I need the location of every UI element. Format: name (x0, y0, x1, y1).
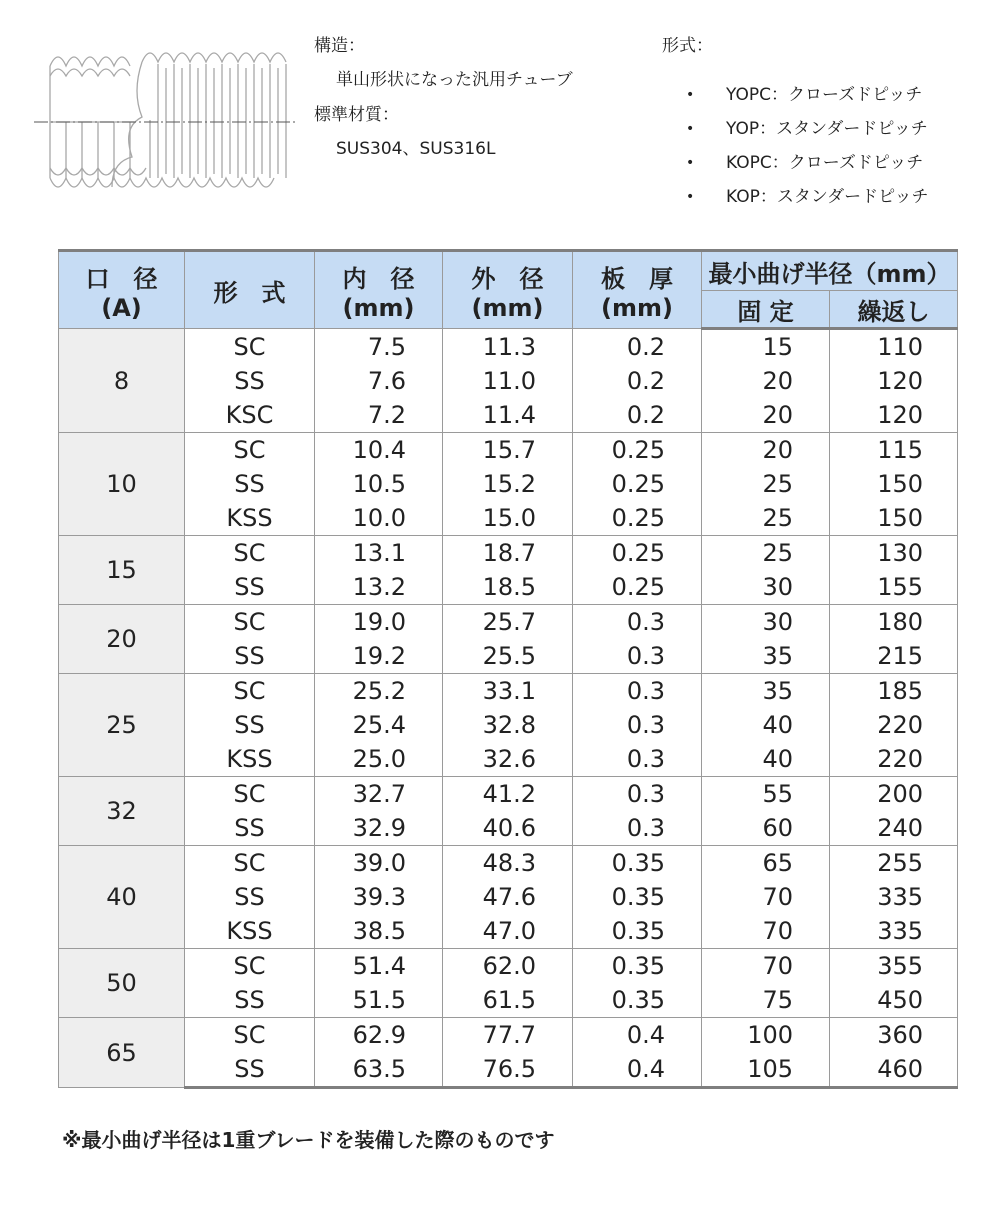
table-cell: 0.3 (573, 674, 702, 709)
table-cell: 0.35 (573, 949, 702, 984)
table-cell: 0.25 (573, 433, 702, 468)
header-size-label: 口 径 (85, 264, 158, 293)
type-info (662, 36, 929, 214)
table-cell: 215 (830, 639, 958, 674)
table-row (59, 501, 958, 536)
table-cell: 0.3 (573, 605, 702, 640)
table-cell: 40 (702, 708, 830, 742)
table-cell: 25.2 (315, 674, 443, 709)
header-size (59, 251, 185, 329)
table-cell: 0.35 (573, 880, 702, 914)
table-cell: 0.35 (573, 846, 702, 881)
header-size-unit: (A) (101, 293, 142, 322)
table-cell: 77.7 (443, 1018, 573, 1053)
table-cell: 360 (830, 1018, 958, 1053)
type-item: • KOPC：クローズドピッチ (662, 146, 929, 180)
spec-table (58, 249, 958, 1089)
table-cell: 0.3 (573, 811, 702, 846)
table-cell: 70 (702, 914, 830, 949)
table-cell: 185 (830, 674, 958, 709)
header-thickness-unit: (mm) (601, 293, 673, 322)
table-cell: SS (185, 639, 315, 674)
table-cell: 240 (830, 811, 958, 846)
table-cell: SS (185, 570, 315, 605)
size-cell: 15 (59, 536, 185, 605)
table-cell: 100 (702, 1018, 830, 1053)
table-cell: 11.3 (443, 329, 573, 365)
table-cell: 65 (702, 846, 830, 881)
table-cell: 7.2 (315, 398, 443, 433)
table-row (59, 949, 958, 984)
table-cell: 255 (830, 846, 958, 881)
size-cell: 50 (59, 949, 185, 1018)
table-row (59, 536, 958, 571)
material-label: 標準材質： (314, 104, 399, 125)
size-cell: 8 (59, 329, 185, 433)
footnote: ※最小曲げ半径は1重ブレードを装備した際のものです (62, 1128, 555, 1152)
table-cell: 18.5 (443, 570, 573, 605)
table-cell: SS (185, 364, 315, 398)
table-cell: 150 (830, 501, 958, 536)
table-cell: 0.35 (573, 983, 702, 1018)
table-cell: 48.3 (443, 846, 573, 881)
type-item: • YOP：スタンダードピッチ (662, 112, 929, 146)
table-cell: 51.4 (315, 949, 443, 984)
header-inner (315, 251, 443, 329)
table-cell: 0.2 (573, 329, 702, 365)
table-cell: 0.4 (573, 1052, 702, 1088)
table-cell: SC (185, 777, 315, 812)
table-cell: SC (185, 433, 315, 468)
table-cell: 0.4 (573, 1018, 702, 1053)
table-cell: KSS (185, 914, 315, 949)
table-cell: 110 (830, 329, 958, 365)
table-cell: 200 (830, 777, 958, 812)
table-cell: 25.5 (443, 639, 573, 674)
table-cell: 460 (830, 1052, 958, 1088)
table-cell: 32.8 (443, 708, 573, 742)
type-item: • YOPC：クローズドピッチ (662, 78, 929, 112)
table-cell: 62.0 (443, 949, 573, 984)
table-cell: 335 (830, 880, 958, 914)
header-thickness-label: 板 厚 (601, 264, 673, 293)
table-row (59, 1018, 958, 1053)
table-cell: 32.7 (315, 777, 443, 812)
table-cell: 10.5 (315, 467, 443, 501)
table-row (59, 880, 958, 914)
header-repeat: 繰返し (830, 291, 958, 329)
table-cell: 25 (702, 467, 830, 501)
table-cell: 0.25 (573, 467, 702, 501)
table-row (59, 742, 958, 777)
table-cell: KSS (185, 742, 315, 777)
table-row (59, 846, 958, 881)
table-cell: 55 (702, 777, 830, 812)
table-cell: 40.6 (443, 811, 573, 846)
table-cell: 220 (830, 708, 958, 742)
spec-table-body (59, 329, 958, 1088)
header-fixed: 固 定 (702, 291, 830, 329)
table-cell: 62.9 (315, 1018, 443, 1053)
table-cell: SC (185, 536, 315, 571)
table-cell: 38.5 (315, 914, 443, 949)
table-cell: 13.2 (315, 570, 443, 605)
table-row (59, 570, 958, 605)
size-cell: 25 (59, 674, 185, 777)
table-cell: 47.0 (443, 914, 573, 949)
table-cell: SC (185, 674, 315, 709)
table-cell: 25 (702, 536, 830, 571)
table-cell: 0.35 (573, 914, 702, 949)
table-cell: 39.0 (315, 846, 443, 881)
table-cell: 25.7 (443, 605, 573, 640)
table-cell: 18.7 (443, 536, 573, 571)
type-label: 形式： (662, 36, 713, 56)
table-cell: 450 (830, 983, 958, 1018)
table-cell: 115 (830, 433, 958, 468)
structure-value: 単山形状になった汎用チューブ (336, 70, 573, 91)
table-cell: 33.1 (443, 674, 573, 709)
size-cell: 20 (59, 605, 185, 674)
table-cell: 61.5 (443, 983, 573, 1018)
table-row (59, 983, 958, 1018)
table-cell: 15.2 (443, 467, 573, 501)
table-cell: 20 (702, 364, 830, 398)
table-cell: SS (185, 983, 315, 1018)
table-cell: 105 (702, 1052, 830, 1088)
table-cell: 25.4 (315, 708, 443, 742)
table-row (59, 777, 958, 812)
table-row (59, 1052, 958, 1088)
header-type: 形 式 (185, 251, 315, 329)
table-cell: 0.25 (573, 570, 702, 605)
table-cell: 39.3 (315, 880, 443, 914)
table-cell: 32.9 (315, 811, 443, 846)
header-outer-unit: (mm) (471, 293, 544, 322)
table-cell: 30 (702, 570, 830, 605)
table-cell: KSS (185, 501, 315, 536)
table-row (59, 674, 958, 709)
table-cell: 75 (702, 983, 830, 1018)
table-cell: SS (185, 708, 315, 742)
table-cell: 0.3 (573, 777, 702, 812)
structure-label: 構造： (314, 36, 365, 56)
table-cell: 355 (830, 949, 958, 984)
table-cell: 30 (702, 605, 830, 640)
table-cell: 0.3 (573, 639, 702, 674)
table-cell: 15.7 (443, 433, 573, 468)
table-cell: SC (185, 329, 315, 365)
table-cell: 220 (830, 742, 958, 777)
table-row (59, 811, 958, 846)
header-outer (443, 251, 573, 329)
table-cell: 32.6 (443, 742, 573, 777)
table-row (59, 398, 958, 433)
table-cell: 35 (702, 674, 830, 709)
table-cell: 15 (702, 329, 830, 365)
table-cell: 335 (830, 914, 958, 949)
table-cell: 25 (702, 501, 830, 536)
table-cell: 10.0 (315, 501, 443, 536)
table-cell: 0.2 (573, 398, 702, 433)
table-cell: 63.5 (315, 1052, 443, 1088)
table-row (59, 364, 958, 398)
header-bend: 最小曲げ半径（mm） (702, 251, 958, 291)
tube-section-diagram (30, 38, 300, 198)
table-row (59, 708, 958, 742)
table-cell: 120 (830, 364, 958, 398)
table-cell: 40 (702, 742, 830, 777)
table-cell: 11.4 (443, 398, 573, 433)
table-cell: 19.0 (315, 605, 443, 640)
size-cell: 10 (59, 433, 185, 536)
table-cell: 15.0 (443, 501, 573, 536)
table-cell: 47.6 (443, 880, 573, 914)
table-row (59, 914, 958, 949)
table-cell: 130 (830, 536, 958, 571)
table-cell: 11.0 (443, 364, 573, 398)
header-inner-label: 内 径 (342, 264, 415, 293)
table-row (59, 467, 958, 501)
table-cell: 76.5 (443, 1052, 573, 1088)
spec-info (314, 36, 573, 174)
table-cell: 41.2 (443, 777, 573, 812)
table-cell: 10.4 (315, 433, 443, 468)
table-cell: 0.2 (573, 364, 702, 398)
table-row (59, 329, 958, 365)
table-cell: 25.0 (315, 742, 443, 777)
size-cell: 65 (59, 1018, 185, 1088)
table-cell: 70 (702, 949, 830, 984)
table-cell: SS (185, 1052, 315, 1088)
table-cell: 155 (830, 570, 958, 605)
header-thickness (573, 251, 702, 329)
header-inner-unit: (mm) (342, 293, 415, 322)
size-cell: 32 (59, 777, 185, 846)
table-cell: 70 (702, 880, 830, 914)
table-cell: SC (185, 605, 315, 640)
material-value: SUS304、SUS316L (336, 139, 496, 160)
table-cell: 7.6 (315, 364, 443, 398)
type-list (662, 78, 929, 214)
table-cell: 0.3 (573, 742, 702, 777)
table-cell: SC (185, 846, 315, 881)
table-cell: SC (185, 949, 315, 984)
table-cell: 180 (830, 605, 958, 640)
type-item: • KOP：スタンダードピッチ (662, 180, 929, 214)
table-cell: 19.2 (315, 639, 443, 674)
table-cell: 51.5 (315, 983, 443, 1018)
table-cell: 150 (830, 467, 958, 501)
table-cell: 60 (702, 811, 830, 846)
table-cell: 13.1 (315, 536, 443, 571)
size-cell: 40 (59, 846, 185, 949)
table-cell: 35 (702, 639, 830, 674)
table-row (59, 639, 958, 674)
header-outer-label: 外 径 (471, 264, 544, 293)
table-cell: 0.25 (573, 501, 702, 536)
table-cell: 20 (702, 398, 830, 433)
table-cell: SS (185, 880, 315, 914)
table-cell: SS (185, 467, 315, 501)
table-cell: SC (185, 1018, 315, 1053)
table-cell: KSC (185, 398, 315, 433)
table-cell: 0.25 (573, 536, 702, 571)
table-cell: 0.3 (573, 708, 702, 742)
table-cell: 120 (830, 398, 958, 433)
table-cell: SS (185, 811, 315, 846)
table-cell: 20 (702, 433, 830, 468)
table-cell: 7.5 (315, 329, 443, 365)
table-row (59, 605, 958, 640)
table-row (59, 433, 958, 468)
